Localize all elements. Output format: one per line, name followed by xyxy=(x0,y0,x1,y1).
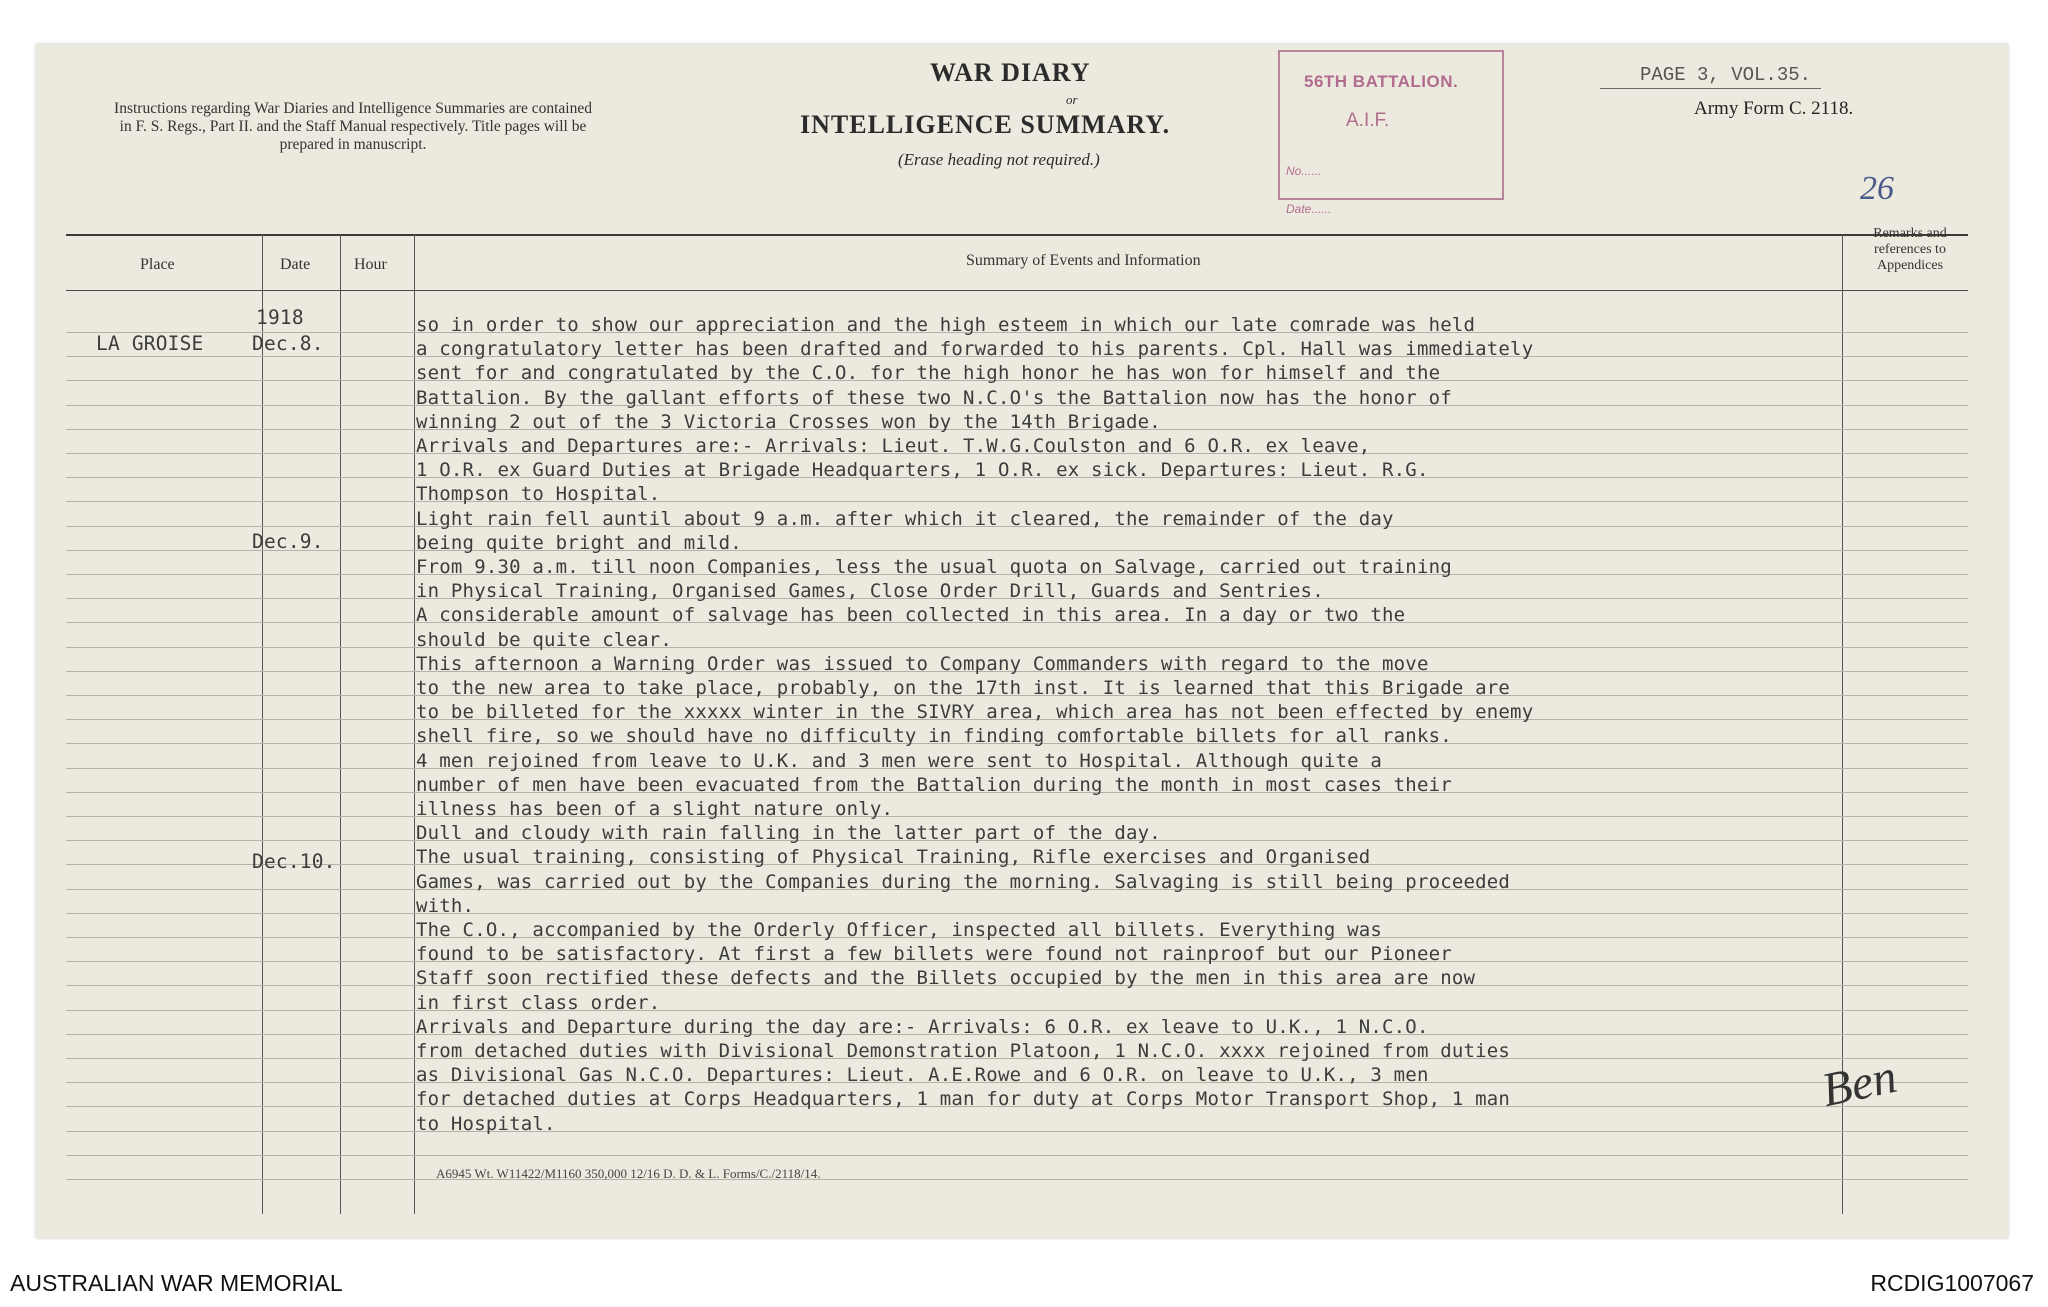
entry-year: 1918 xyxy=(256,306,304,329)
summary-line: shell fire, so we should have no difficulty in finding comfortable billets for all ranks. xyxy=(416,725,1452,748)
summary-line: Light rain fell auntil about 9 a.m. after which it cleared, the remainder of the day xyxy=(416,507,1394,530)
summary-line: number of men have been evacuated from the Battalion during the month in most cases their xyxy=(416,773,1452,796)
summary-line: Arrivals and Departure during the day are:- Arrivals: 6 O.R. ex leave to U.K., 1 N.C.O. xyxy=(416,1015,1429,1038)
summary-line: should be quite clear. xyxy=(416,628,673,651)
column-header-hour: Hour xyxy=(354,256,387,273)
stamp-line1: 56TH BATTALION. xyxy=(1304,72,1459,91)
summary-line: found to be satisfactory. At first a few billets were found not rainproof but our Pioneer xyxy=(416,943,1452,966)
signature: Ben xyxy=(1817,1049,1902,1118)
ruled-line xyxy=(66,647,1968,648)
summary-line: in Physical Training, Organised Games, Close Order Drill, Guards and Sentries. xyxy=(416,580,1324,603)
instructions-text: Instructions regarding War Diaries and Intelligence Summaries are contained in F. S. Regs., Part II. and the Staff Manual respectively. Title pages will be prepared in manuscript. xyxy=(114,100,592,153)
summary-line: This afternoon a Warning Order was issued to Company Commanders with regard to the move xyxy=(416,652,1429,675)
ruled-line xyxy=(66,1010,1968,1011)
summary-line: 4 men rejoined from leave to U.K. and 3 men were sent to Hospital. Although quite a xyxy=(416,749,1383,772)
column-header-date: Date xyxy=(280,256,311,273)
ruled-line xyxy=(66,501,1968,502)
stamp-date-label: Date...... xyxy=(1286,202,1332,216)
army-form-reference: Army Form C. 2118. xyxy=(1694,98,1854,119)
entry-place: LA GROISE xyxy=(96,332,204,355)
summary-line: 1 O.R. ex Guard Duties at Brigade Headquarters, 1 O.R. ex sick. Departures: Lieut. R.G. xyxy=(416,459,1429,482)
entry-date-dec8: Dec.8. xyxy=(252,332,324,355)
battalion-stamp xyxy=(1278,50,1504,216)
ruled-line xyxy=(66,1179,1968,1180)
title-war-diary: WAR DIARY xyxy=(930,58,1091,87)
header-rule xyxy=(66,234,1968,236)
summary-line: with. xyxy=(416,894,475,917)
title-intelligence-summary: INTELLIGENCE SUMMARY. xyxy=(800,110,1171,139)
stamp-no-label: No...... xyxy=(1286,164,1322,178)
title-note: (Erase heading not required.) xyxy=(898,150,1100,169)
summary-line: in first class order. xyxy=(416,991,661,1014)
ruled-line xyxy=(66,1131,1968,1132)
summary-line: winning 2 out of the 3 Victoria Crosses won by the 14th Brigade. xyxy=(416,410,1161,433)
summary-line: so in order to show our appreciation and the high esteem in which our late comrade was held xyxy=(416,314,1476,336)
summary-line: as Divisional Gas N.C.O. Departures: Lieut. A.E.Rowe and 6 O.R. on leave to U.K., 3 men xyxy=(416,1064,1429,1087)
header-rule-lower xyxy=(66,290,1968,291)
column-header-summary: Summary of Events and Information xyxy=(966,252,1201,269)
ruled-line xyxy=(66,550,1968,551)
column-header-place: Place xyxy=(140,256,175,273)
summary-line: to the new area to take place, probably, on the 17th inst. It is learned that this Brigade are xyxy=(416,677,1511,699)
title-or: or xyxy=(1066,92,1078,107)
summary-line: sent for and congratulated by the C.O. for the high honor he has won for himself and the xyxy=(416,362,1441,385)
page-reference: PAGE 3, VOL.35. xyxy=(1600,64,1821,89)
summary-line: From 9.30 a.m. till noon Companies, less the usual quota on Salvage, carried out training xyxy=(416,556,1452,578)
summary-line: Arrivals and Departures are:- Arrivals: Lieut. T.W.G.Coulston and 6 O.R. ex leave, xyxy=(416,435,1371,457)
ruled-line xyxy=(66,1155,1968,1156)
summary-line: Games, was carried out by the Companies during the morning. Salvaging is still being proceeded xyxy=(416,870,1511,893)
ruled-line xyxy=(66,913,1968,914)
summary-line: The C.O., accompanied by the Orderly Officer, inspected all billets. Everything was xyxy=(416,919,1383,941)
summary-line: illness has been of a slight nature only. xyxy=(416,798,894,820)
stamp-line2: A.I.F. xyxy=(1346,110,1390,131)
ruled-line xyxy=(66,816,1968,817)
summary-line: from detached duties with Divisional Demonstration Platoon, 1 N.C.O. xxxx rejoined from duties xyxy=(416,1040,1511,1062)
column-header-remarks: Remarks and references to Appendices xyxy=(1873,226,1947,273)
summary-line: A considerable amount of salvage has been collected in this area. In a day or two the xyxy=(416,604,1406,627)
summary-line: Dull and cloudy with rain falling in the latter part of the day. xyxy=(416,822,1161,845)
summary-line: to be billeted for the xxxxx winter in the SIVRY area, which area has not been effected by enemy xyxy=(416,701,1534,724)
page-number: 26 xyxy=(1860,170,1894,207)
summary-line: Thompson to Hospital. xyxy=(416,483,661,506)
summary-line: to Hospital. xyxy=(416,1112,556,1135)
entry-date-dec10: Dec.10. xyxy=(252,850,336,873)
entry-date-dec9: Dec.9. xyxy=(252,530,324,553)
caption-identifier: RCDIG1007067 xyxy=(1870,1270,2034,1296)
print-reference: A6945 Wt. W11422/M1160 350,000 12/16 D. D. & L. Forms/C./2118/14. xyxy=(436,1166,821,1181)
summary-line: a congratulatory letter has been drafted and forwarded to his parents. Cpl. Hall was immediately xyxy=(416,338,1534,361)
caption-source: AUSTRALIAN WAR MEMORIAL xyxy=(10,1270,343,1296)
summary-line: Staff soon rectified these defects and the Billets occupied by the men in this area are now xyxy=(416,967,1476,990)
summary-line: being quite bright and mild. xyxy=(416,531,742,554)
summary-line: for detached duties at Corps Headquarters, 1 man for duty at Corps Motor Transport Shop, 1 man xyxy=(416,1088,1511,1111)
summary-line: Battalion. By the gallant efforts of these two N.C.O's the Battalion now has the honor of xyxy=(416,386,1452,409)
summary-line: The usual training, consisting of Physical Training, Rifle exercises and Organised xyxy=(416,846,1371,869)
